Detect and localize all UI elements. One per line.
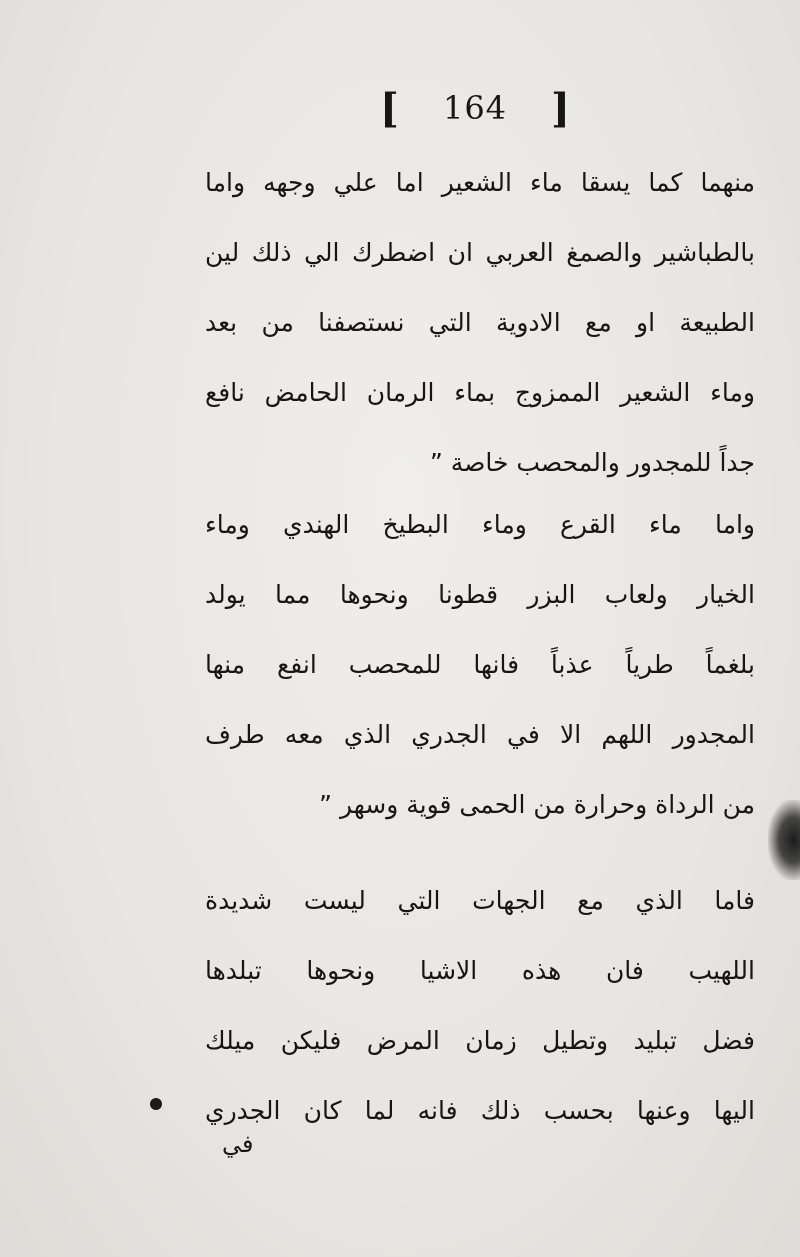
text-line: بلغماً طرياً عذباً فانها للمحصب انفع منها — [205, 650, 755, 679]
paragraph-3 — [205, 866, 755, 1146]
text-line: اللهيب فان هذه الاشيا ونحوها تبلدها — [205, 956, 755, 985]
edge-stain — [768, 800, 800, 880]
text-line: بالطباشير والصمغ العربي ان اضطرك الي ذلك لين — [205, 238, 755, 267]
catchword: في — [222, 1130, 254, 1158]
text-line: اليها وعنها بحسب ذلك فانه لما كان الجدري — [205, 1096, 755, 1125]
text-line: فاما الذي مع الجهات التي ليست شديدة — [205, 886, 755, 915]
text-line: جداً للمجدور والمحصب خاصة ” — [429, 448, 755, 477]
ink-spot — [150, 1098, 162, 1110]
text-line: الخيار ولعاب البزر قطونا ونحوها مما يولد — [205, 580, 755, 609]
page-number: 164 — [442, 89, 508, 127]
paragraph-1 — [205, 148, 755, 498]
paragraph-2 — [205, 490, 755, 840]
text-line: واما ماء القرع وماء البطيخ الهندي وماء — [205, 510, 755, 539]
bracket-open: [ — [380, 84, 399, 132]
bracket-close: ] — [551, 84, 570, 132]
text-line: وماء الشعير الممزوج بماء الرمان الحامض نافع — [205, 378, 755, 407]
text-line: منهما كما يسقا ماء الشعير اما علي وجهه واما — [205, 168, 755, 197]
text-line: الطبيعة او مع الادوية التي نستصفنا من بعد — [205, 308, 755, 337]
text-line: فضل تبليد وتطيل زمان المرض فليكن ميلك — [205, 1026, 755, 1055]
text-line: من الرداة وحرارة من الحمى قوية وسهر ” — [319, 790, 755, 819]
page-number-header — [380, 82, 570, 134]
text-line: المجدور اللهم الا في الجدري الذي معه طرف — [205, 720, 755, 749]
